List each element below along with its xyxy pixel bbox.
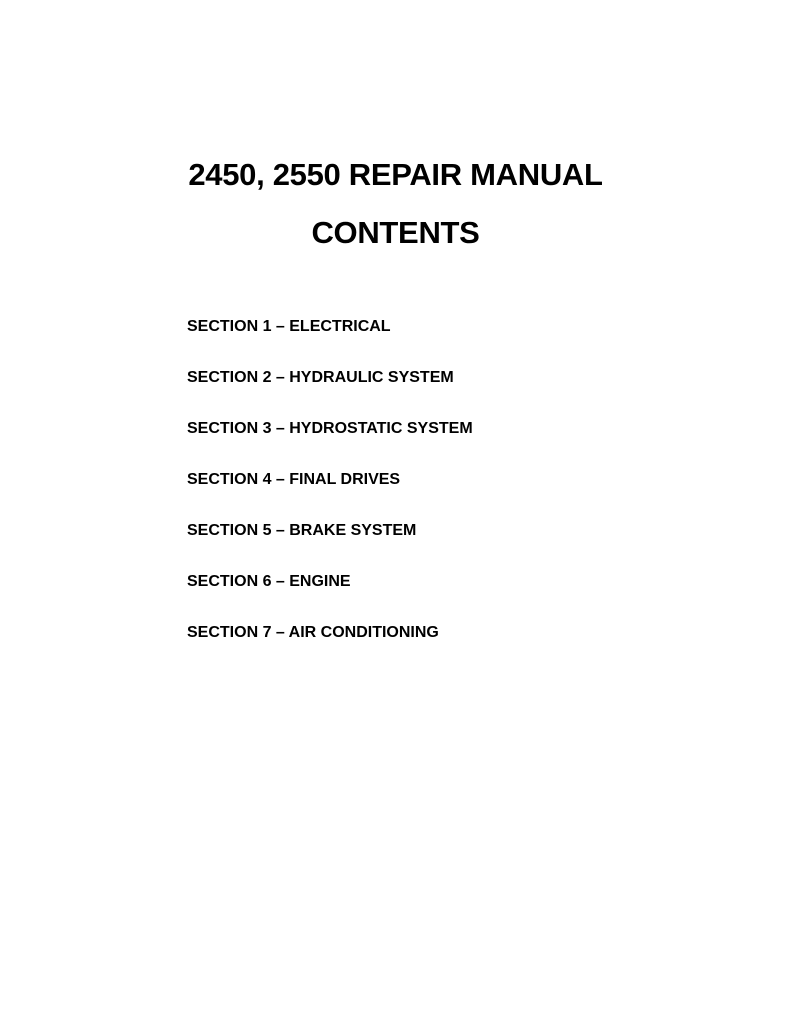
manual-title: 2450, 2550 REPAIR MANUAL: [188, 157, 603, 192]
toc-item-section-3: SECTION 3 – HYDROSTATIC SYSTEM: [187, 420, 473, 437]
toc-item-section-7: SECTION 7 – AIR CONDITIONING: [187, 624, 439, 641]
toc-item-section-6: SECTION 6 – ENGINE: [187, 573, 351, 590]
table-of-contents: [187, 317, 473, 674]
contents-heading: CONTENTS: [311, 215, 480, 250]
toc-item-section-1: SECTION 1 – ELECTRICAL: [187, 318, 391, 335]
toc-item-section-4: SECTION 4 – FINAL DRIVES: [187, 471, 401, 488]
toc-item-section-5: SECTION 5 – BRAKE SYSTEM: [187, 522, 417, 539]
toc-item-section-2: SECTION 2 – HYDRAULIC SYSTEM: [187, 369, 454, 386]
